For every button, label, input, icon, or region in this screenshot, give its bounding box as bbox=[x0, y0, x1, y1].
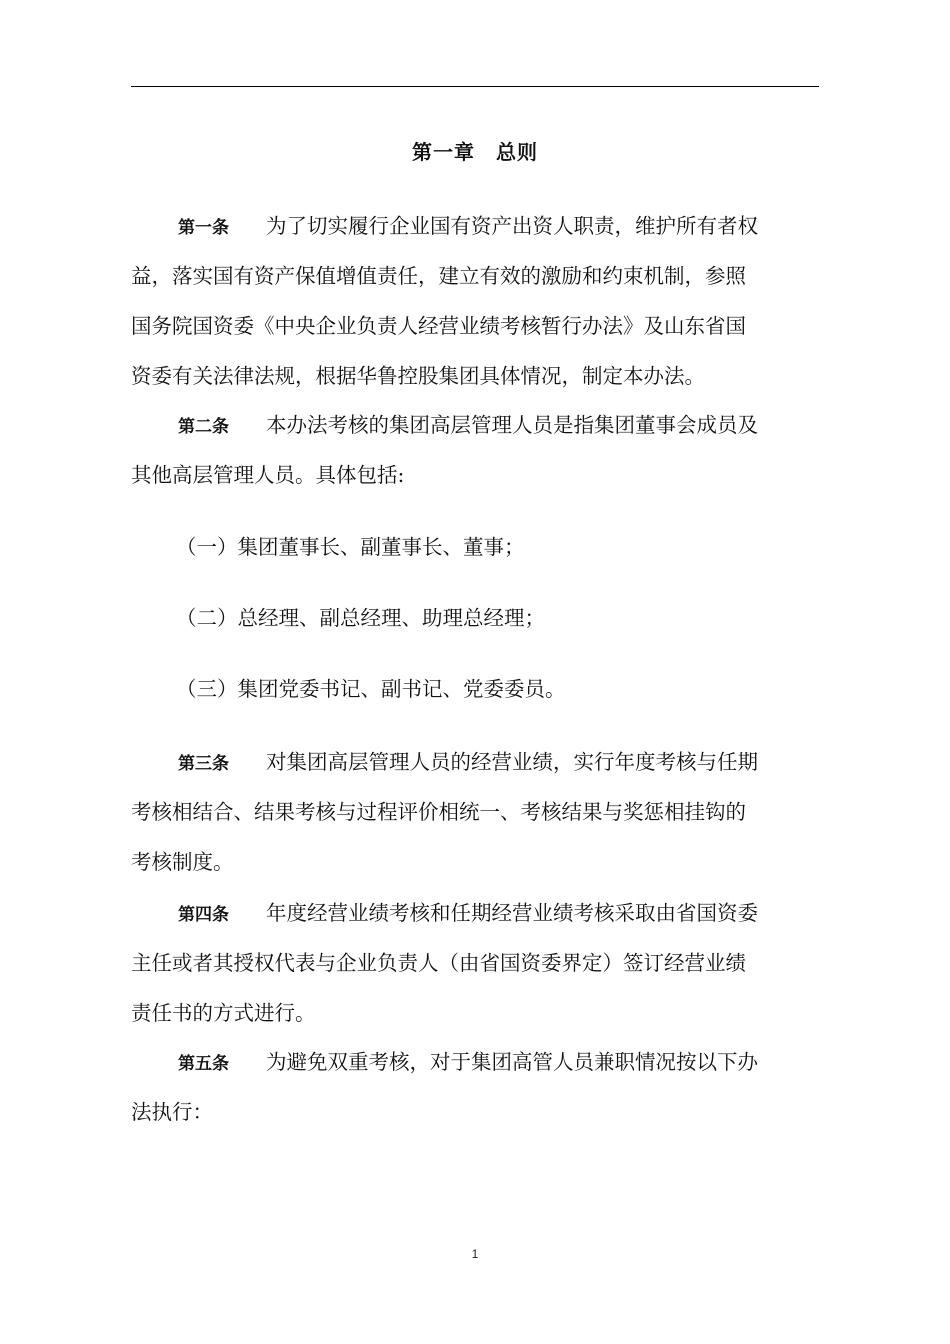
article-5-line-1: 第五条 为避免双重考核，对于集团高管人员兼职情况按以下办 bbox=[131, 1037, 819, 1087]
article-2-line-2: 其他高层管理人员。具体包括: bbox=[131, 463, 405, 487]
article-1-line-3: 国务院国资委《中央企业负责人经营业绩考核暂行办法》及山东省国 bbox=[131, 314, 746, 338]
article-number: 第四条 bbox=[178, 905, 229, 925]
list-item: （二）总经理、副总经理、助理总经理； bbox=[176, 606, 545, 630]
article-4-line-1: 第四条 年度经营业绩考核和任期经营业绩考核采取由省国资委 bbox=[131, 888, 819, 938]
article-3-line-2: 考核相结合、结果考核与过程评价相统一、考核结果与奖惩相挂钩的 bbox=[131, 800, 746, 824]
article-3 bbox=[131, 737, 819, 887]
chapter-title: 第一章 总则 bbox=[412, 140, 538, 164]
article-1 bbox=[131, 201, 819, 401]
article-5 bbox=[131, 1037, 819, 1137]
page-number: 1 bbox=[471, 1247, 479, 1261]
list-item: （一）集团董事长、副董事长、董事； bbox=[176, 535, 525, 559]
article-2-line-1: 第二条 本办法考核的集团高层管理人员是指集团董事会成员及 bbox=[131, 400, 819, 450]
article-1-line-2: 益，落实国有资产保值增值责任，建立有效的激励和约束机制，参照 bbox=[131, 264, 746, 288]
article-4-line-3: 责任书的方式进行。 bbox=[131, 1001, 316, 1025]
article-number: 第三条 bbox=[178, 754, 229, 774]
article-3-line-1: 第三条 对集团高层管理人员的经营业绩，实行年度考核与任期 bbox=[131, 737, 819, 787]
article-number: 第一条 bbox=[178, 218, 229, 238]
article-4 bbox=[131, 888, 819, 1038]
article-3-line-3: 考核制度。 bbox=[131, 850, 234, 874]
article-number: 第二条 bbox=[178, 417, 229, 437]
article-number: 第五条 bbox=[178, 1054, 229, 1074]
header-rule bbox=[131, 86, 819, 87]
article-4-line-2: 主任或者其授权代表与企业负责人（由省国资委界定）签订经营业绩 bbox=[131, 951, 746, 975]
article-2 bbox=[131, 400, 819, 500]
article-1-line-1: 第一条 为了切实履行企业国有资产出资人职责，维护所有者权 bbox=[131, 201, 819, 251]
article-1-line-4: 资委有关法律法规，根据华鲁控股集团具体情况，制定本办法。 bbox=[131, 364, 705, 388]
list-item: （三）集团党委书记、副书记、党委委员。 bbox=[176, 677, 566, 701]
article-5-line-2: 法执行： bbox=[131, 1100, 213, 1124]
